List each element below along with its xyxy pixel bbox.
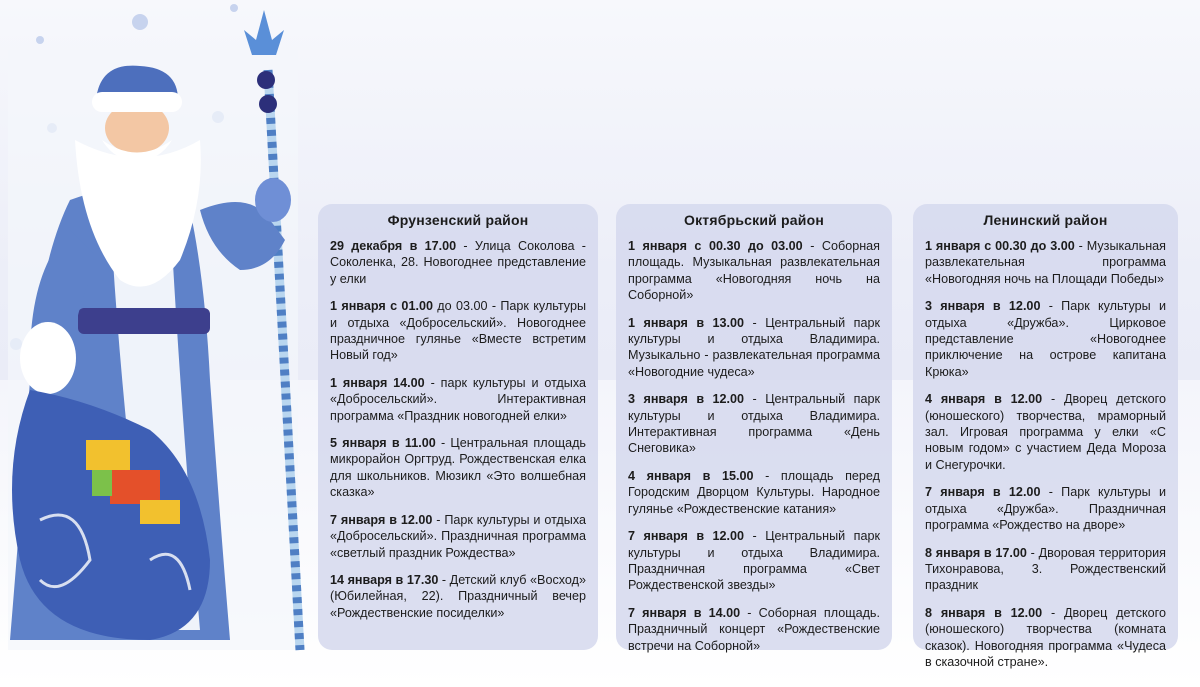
event-date: 3 января в 12.00 <box>628 392 745 407</box>
event-date: 7 января в 12.00 <box>330 512 433 527</box>
event-item <box>925 484 1166 533</box>
event-item <box>628 315 880 381</box>
event-date: 7 января в 14.00 <box>628 605 741 620</box>
event-description: - Центральная площадь микрорайон Оргтруд. Рождественская елка для школьников. Мюзикл «Это волшебная сказка» <box>330 436 586 500</box>
event-description: - Детский клуб «Восход» (Юбилейная, 22). Праздничный вечер «Рождественские посиделки» <box>330 572 586 620</box>
district-title: Ленинский район <box>983 212 1108 228</box>
event-item <box>925 238 1166 287</box>
event-item <box>330 435 586 501</box>
district-title: Октябрьский район <box>684 212 824 228</box>
event-description: - Парк культуры и отдыха «Дружба». Цирковое представление «Новогоднее приключение на острове капитана Крюка» <box>925 299 1167 379</box>
event-date: 3 января в 12.00 <box>925 299 1041 314</box>
event-date: 8 января в 12.00 <box>925 605 1043 620</box>
event-item <box>330 238 586 287</box>
district-title: Фрунзенский район <box>387 212 529 228</box>
event-date: 1 января в 13.00 <box>628 315 745 330</box>
event-description: до 03.00 - Парк культуры и отдыха «Добросельский». Новогоднее праздничное гулянье «Вместе встретим Новый год» <box>330 299 586 363</box>
event-item <box>628 468 880 517</box>
event-description: - Дворовая территория Тихонравова, 3. Рождественский праздник <box>925 545 1166 593</box>
event-description: - площадь перед Городским Дворцом Культуры. Народное гулянье «Рождественские катания» <box>628 468 881 516</box>
event-item <box>628 391 880 457</box>
event-description: - Дворец детского (юношеского) творчества, мраморный зал. Игровая программа у елки «С новым годом» с участием Деда Мороза и Снегурочки. <box>925 392 1166 472</box>
event-item <box>925 605 1166 671</box>
event-date: 1 января с 01.00 <box>330 299 433 314</box>
event-description: - парк культуры и отдыха «Добросельский». Интерактивная программа «Праздник новогодней елки» <box>330 375 586 423</box>
event-item <box>925 545 1166 594</box>
event-item <box>330 572 586 621</box>
event-date: 1 января с 00.30 до 3.00 <box>925 239 1075 253</box>
event-description: - Центральный парк культуры и отдыха Владимира. Интерактивная программа «День Снеговика» <box>628 392 881 456</box>
event-item <box>628 528 880 594</box>
event-date: 14 января в 17.30 <box>330 572 439 587</box>
event-item <box>330 298 586 364</box>
event-description: - Центральный парк культуры и отдыха Владимира. Музыкально - развлекательная программа «Новогодние чудеса» <box>628 315 881 379</box>
event-item <box>925 391 1166 473</box>
event-description: - Парк культуры и отдыха «Дружба». Праздничная программа «Рождество на дворе» <box>925 485 1167 533</box>
event-description: - Музыкальная развлекательная программа «Новогодняя ночь на Площади Победы» <box>925 239 1166 286</box>
event-date: 29 декабря в 17.00 <box>330 239 457 253</box>
event-item <box>330 512 586 561</box>
event-date: 7 января в 12.00 <box>628 529 745 544</box>
district-column-frunzensky <box>318 204 598 650</box>
event-item <box>330 375 586 424</box>
event-description: - Дворец детского (юношеского) творчества (комната сказок). Новогодняя программа «Чудеса в сказочной стране». <box>925 605 1166 669</box>
event-item <box>925 298 1166 380</box>
district-column-oktyabrsky <box>616 204 892 653</box>
ded-moroz-illustration <box>0 0 330 687</box>
event-date: 1 января 14.00 <box>330 375 425 390</box>
event-date: 4 января в 12.00 <box>925 392 1043 407</box>
event-description: - Парк культуры и отдыха «Добросельский». Праздничная программа «светлый праздник Рождества» <box>330 512 586 560</box>
event-description: - Улица Соколова - Соколенка, 28. Новогоднее представление у елки <box>330 239 586 286</box>
district-column-leninsky <box>913 204 1178 669</box>
event-description: - Соборная площадь. Музыкальная развлекательная программа «Новогодняя ночь на Соборной» <box>628 239 880 303</box>
event-date: 7 января в 12.00 <box>925 485 1041 500</box>
event-item <box>628 605 880 654</box>
event-date: 5 января в 11.00 <box>330 436 436 451</box>
event-date: 1 января с 00.30 до 03.00 <box>628 239 803 253</box>
event-date: 4 января в 15.00 <box>628 468 754 483</box>
event-description: - Соборная площадь. Праздничный концерт «Рождественские встречи на Соборной» <box>628 605 880 653</box>
event-item <box>628 238 880 304</box>
event-description: - Центральный парк культуры и отдыха Владимира. Праздничная программа «Свет Рождественской звезды» <box>628 529 881 593</box>
event-date: 8 января в 17.00 <box>925 545 1027 560</box>
